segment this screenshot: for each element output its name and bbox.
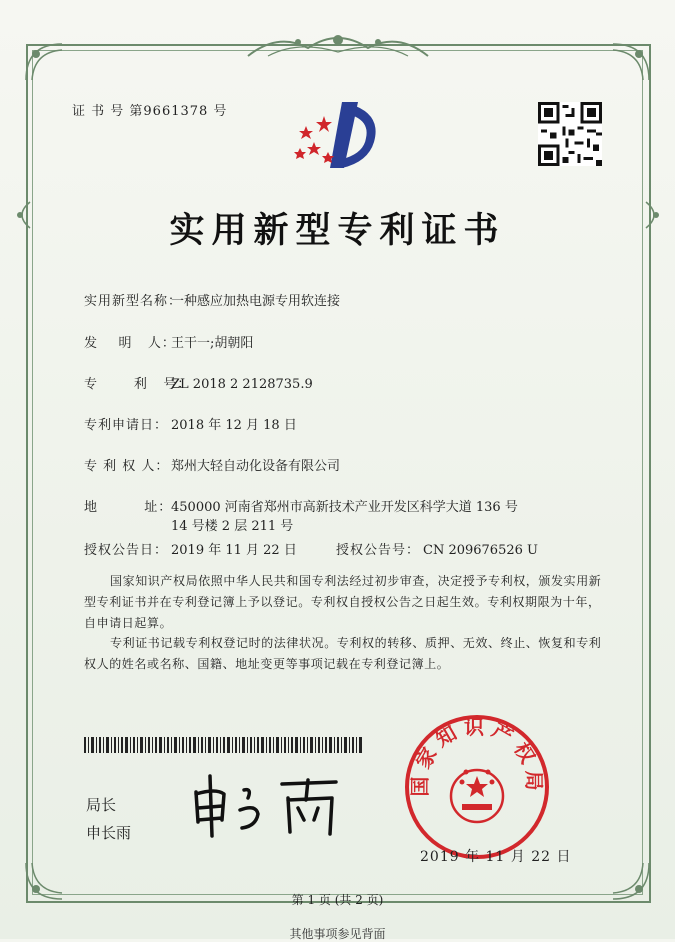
corner-ornament-top-right (609, 40, 653, 84)
field-label: 授权公告日： (84, 543, 169, 558)
bottom-note: 其他事项参见背面 (289, 927, 386, 941)
address-line-1: 450000 河南省郑州市高新技术产业开发区科学大道 136 号 (171, 500, 518, 515)
field-value: 2019 年 11 月 22 日 (171, 543, 297, 558)
field-value: CN 209676526 U (423, 543, 538, 558)
cnipa-logo-icon (284, 96, 384, 176)
qr-code-icon (538, 102, 602, 166)
seal-date: 2019 年 11 月 22 日 (420, 849, 572, 865)
barcode-icon (84, 737, 364, 753)
legal-status-paragraph: 专利证书记载专利权登记时的法律状况。专利权的转移、质押、无效、终止、恢复和专利权人的姓名或名称、国籍、地址变更等事项记载在专利登记簿上。 (84, 636, 602, 671)
top-ornament (238, 28, 438, 62)
page-number: 第 1 页 (共 2 页) (291, 893, 384, 907)
handwritten-signature (186, 770, 346, 840)
corner-ornament-top-left (22, 40, 66, 84)
field-grant-date (84, 539, 297, 558)
field-value: ZL 2018 2 2128735.9 (171, 377, 313, 392)
field-address (84, 496, 518, 515)
field-label: 实用新型名称： (84, 294, 183, 309)
field-value: 2018 年 12 月 18 日 (171, 418, 297, 433)
signatory-name: 申长雨 (86, 824, 132, 842)
field-value: 王干一;胡朝阳 (171, 336, 254, 351)
field-patent-number (84, 373, 313, 392)
certificate-title: 实用新型专利证书 (169, 210, 506, 251)
field-grant-number (336, 539, 538, 558)
field-label: 发 明 人： (84, 336, 176, 351)
field-inventor (84, 332, 253, 351)
field-value: 一种感应加热电源专用软连接 (171, 294, 341, 309)
address-line-2: 14 号楼 2 层 211 号 (171, 519, 294, 534)
field-label: 专利申请日： (84, 418, 169, 433)
svg-text:国家知识产权局: 国家知识产权局 (409, 717, 545, 797)
field-label: 授权公告号： (336, 543, 421, 558)
field-application-date (84, 414, 297, 433)
field-label: 专 利 号： (84, 377, 192, 392)
certificate-number: 证 书 号 第9661378 号 (72, 104, 228, 119)
field-label: 地 址： (84, 500, 173, 515)
field-patentee (84, 455, 340, 474)
grant-statement-paragraph: 国家知识产权局依照中华人民共和国专利法经过初步审查，决定授予专利权，颁发实用新型专利证书并在专利登记簿上予以登记。专利权自授权公告之日起生效。专利权期限为十年，自申请日起算。 (84, 574, 602, 630)
signatory-role: 局长 (86, 796, 117, 814)
official-seal-stamp (402, 712, 552, 862)
field-label: 专 利 权 人： (84, 459, 170, 474)
field-value: 郑州大轻自动化设备有限公司 (171, 459, 341, 474)
field-utility-model-name (84, 290, 340, 309)
